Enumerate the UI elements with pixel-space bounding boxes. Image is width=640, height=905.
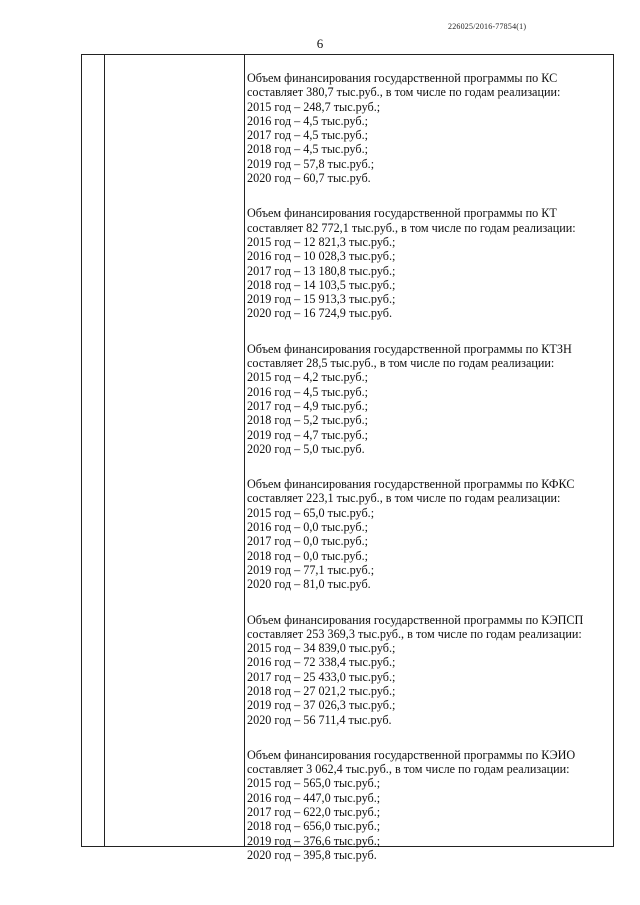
block-intro-line1: Объем финансирования государственной программы по КЭПСП <box>247 612 584 627</box>
block-intro-line1: Объем финансирования государственной программы по КТЗН <box>247 341 572 356</box>
year-line: 2017 год – 4,9 тыс.руб.; <box>247 398 368 413</box>
year-line: 2018 год – 14 103,5 тыс.руб.; <box>247 277 396 292</box>
year-line: 2018 год – 656,0 тыс.руб.; <box>247 819 381 834</box>
column-divider-1 <box>104 55 105 846</box>
year-line: 2015 год – 4,2 тыс.руб.; <box>247 370 368 385</box>
block-intro-line1: Объем финансирования государственной программы по КТ <box>247 206 557 221</box>
funding-block-kfks <box>247 477 607 591</box>
year-line: 2019 год – 37 026,3 тыс.руб.; <box>247 698 396 713</box>
page-number: 6 <box>316 36 324 51</box>
year-line: 2016 год – 10 028,3 тыс.руб.; <box>247 249 396 264</box>
year-line: 2016 год – 447,0 тыс.руб.; <box>247 790 381 805</box>
funding-block-ks <box>247 71 607 185</box>
year-line: 2019 год – 4,7 тыс.руб.; <box>247 427 368 442</box>
funding-block-keio <box>247 748 607 862</box>
funding-table <box>81 54 614 862</box>
year-line: 2019 год – 15 913,3 тыс.руб.; <box>247 292 396 307</box>
year-line: 2017 год – 622,0 тыс.руб.; <box>247 805 381 820</box>
funding-block-ktzn <box>247 342 607 456</box>
block-intro-line2: составляет 28,5 тыс.руб., в том числе по годам реализации: <box>247 356 555 371</box>
year-line: 2020 год – 60,7 тыс.руб. <box>247 171 371 186</box>
year-line: 2018 год – 0,0 тыс.руб.; <box>247 548 368 563</box>
funding-block-kepsp <box>247 613 607 727</box>
year-line: 2016 год – 4,5 тыс.руб.; <box>247 384 368 399</box>
year-line: 2016 год – 0,0 тыс.руб.; <box>247 520 368 535</box>
year-line: 2015 год – 565,0 тыс.руб.; <box>247 776 381 791</box>
year-line: 2018 год – 4,5 тыс.руб.; <box>247 142 368 157</box>
document-id: 226025/2016-77854(1) <box>448 22 527 31</box>
year-line: 2015 год – 65,0 тыс.руб.; <box>247 505 375 520</box>
year-line: 2015 год – 12 821,3 тыс.руб.; <box>247 234 396 249</box>
year-line: 2020 год – 81,0 тыс.руб. <box>247 577 371 592</box>
year-line: 2017 год – 13 180,8 тыс.руб.; <box>247 263 396 278</box>
block-intro-line1: Объем финансирования государственной программы по КФКС <box>247 477 575 492</box>
block-intro-line1: Объем финансирования государственной программы по КС <box>247 71 558 85</box>
block-intro-line2: составляет 253 369,3 тыс.руб., в том числе по годам реализации: <box>247 626 582 641</box>
block-intro-line2: составляет 3 062,4 тыс.руб., в том числе по годам реализации: <box>247 762 570 777</box>
year-line: 2020 год – 56 711,4 тыс.руб. <box>247 712 392 727</box>
year-line: 2020 год – 5,0 тыс.руб. <box>247 441 365 456</box>
year-line: 2019 год – 57,8 тыс.руб.; <box>247 156 375 171</box>
year-line: 2020 год – 395,8 тыс.руб. <box>247 847 377 862</box>
year-line: 2018 год – 5,2 тыс.руб.; <box>247 413 368 428</box>
year-line: 2018 год – 27 021,2 тыс.руб.; <box>247 683 396 698</box>
block-intro-line2: составляет 380,7 тыс.руб., в том числе по годам реализации: <box>247 85 561 100</box>
year-line: 2019 год – 77,1 тыс.руб.; <box>247 562 375 577</box>
year-line: 2020 год – 16 724,9 тыс.руб. <box>247 306 393 321</box>
table-content-cell <box>247 71 607 883</box>
year-line: 2017 год – 0,0 тыс.руб.; <box>247 534 368 549</box>
year-line: 2016 год – 72 338,4 тыс.руб.; <box>247 655 396 670</box>
funding-block-kt <box>247 206 607 320</box>
block-intro-line1: Объем финансирования государственной программы по КЭИО <box>247 747 576 762</box>
year-line: 2019 год – 376,6 тыс.руб.; <box>247 833 381 848</box>
year-line: 2015 год – 34 839,0 тыс.руб.; <box>247 641 396 656</box>
block-intro-line2: составляет 223,1 тыс.руб., в том числе по годам реализации: <box>247 491 561 506</box>
year-line: 2016 год – 4,5 тыс.руб.; <box>247 113 368 128</box>
column-divider-2 <box>244 55 245 846</box>
year-line: 2017 год – 4,5 тыс.руб.; <box>247 128 368 143</box>
year-line: 2017 год – 25 433,0 тыс.руб.; <box>247 669 396 684</box>
block-intro-line2: составляет 82 772,1 тыс.руб., в том числе по годам реализации: <box>247 220 576 235</box>
year-line: 2015 год – 248,7 тыс.руб.; <box>247 99 381 114</box>
